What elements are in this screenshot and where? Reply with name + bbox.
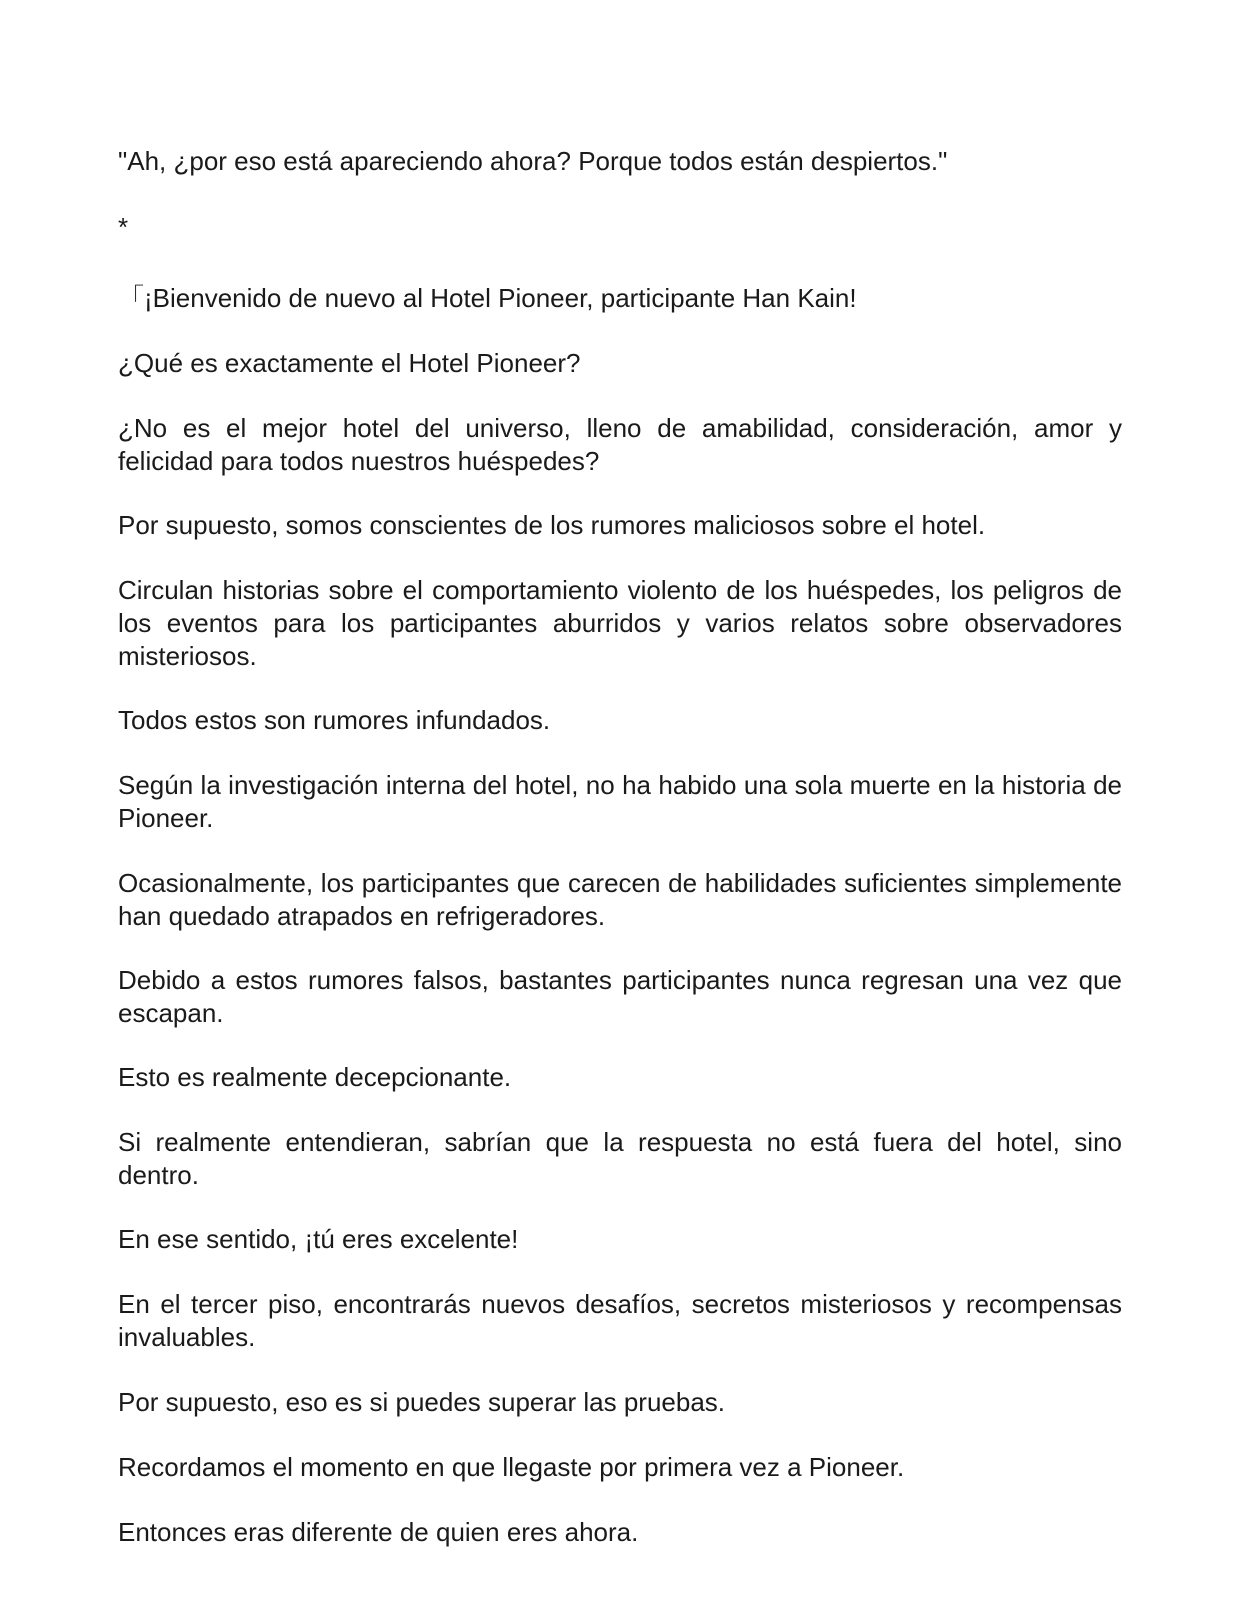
paragraph-welcome: 「¡Bienvenido de nuevo al Hotel Pioneer, participante Han Kain! bbox=[118, 283, 857, 313]
paragraph: ¿No es el mejor hotel del universo, lleno de amabilidad, consideración, amor y felicidad para todos nuestros huéspedes? bbox=[118, 413, 1122, 476]
paragraph: ¿Qué es exactamente el Hotel Pioneer? bbox=[118, 348, 581, 378]
paragraph: Por supuesto, eso es si puedes superar las pruebas. bbox=[118, 1387, 726, 1417]
paragraph: En el tercer piso, encontrarás nuevos desafíos, secretos misteriosos y recompensas invaluables. bbox=[118, 1289, 1122, 1352]
paragraph: En ese sentido, ¡tú eres excelente! bbox=[118, 1224, 519, 1254]
paragraph: Circulan historias sobre el comportamiento violento de los huéspedes, los peligros de los eventos para los participantes aburridos y varios relatos sobre observadores misteriosos. bbox=[118, 575, 1122, 671]
paragraph: Ocasionalmente, los participantes que carecen de habilidades suficientes simplemente han quedado atrapados en refrigeradores. bbox=[118, 868, 1122, 931]
scene-break-asterisk: * bbox=[118, 212, 129, 242]
paragraph-dialogue: "Ah, ¿por eso está apareciendo ahora? Porque todos están despiertos." bbox=[118, 146, 948, 176]
paragraph: Recordamos el momento en que llegaste por primera vez a Pioneer. bbox=[118, 1452, 905, 1482]
paragraph: Si realmente entendieran, sabrían que la respuesta no está fuera del hotel, sino dentro. bbox=[118, 1127, 1122, 1190]
paragraph: Todos estos son rumores infundados. bbox=[118, 705, 551, 735]
paragraph: Por supuesto, somos conscientes de los rumores maliciosos sobre el hotel. bbox=[118, 510, 986, 540]
paragraph: Debido a estos rumores falsos, bastantes participantes nunca regresan una vez que escapan. bbox=[118, 965, 1122, 1028]
paragraph: Esto es realmente decepcionante. bbox=[118, 1062, 512, 1092]
paragraph: Según la investigación interna del hotel, no ha habido una sola muerte en la historia de Pioneer. bbox=[118, 770, 1122, 833]
paragraph: Entonces eras diferente de quien eres ahora. bbox=[118, 1517, 639, 1547]
